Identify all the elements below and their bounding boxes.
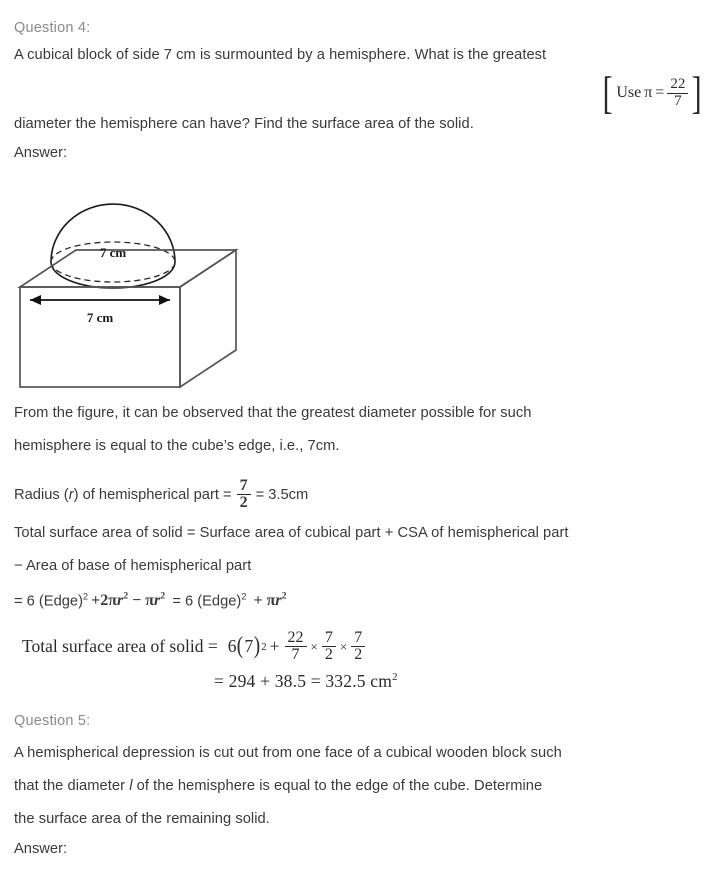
question-4-line-2: diameter the hemisphere can have? Find the surface area of the solid. [14, 116, 474, 132]
edge-pi-3: π [266, 592, 276, 610]
pi-symbol: π [644, 84, 653, 102]
question-5-heading: Question 5: [14, 713, 91, 729]
edge-minus: − [132, 592, 142, 610]
result-fraction-3 [351, 630, 365, 664]
question-5-answer-label: Answer: [14, 841, 68, 857]
cube-top-face [20, 250, 236, 287]
solution-line-2: hemisphere is equal to the cube’s edge, i.e., 7cm. [14, 438, 340, 454]
edge-math-3 [254, 592, 287, 609]
radius-line [14, 477, 309, 521]
figure-top-label: 7 cm [99, 245, 127, 260]
question-5-line-2 [14, 778, 542, 794]
result-fraction-2 [322, 630, 336, 664]
edge-pi-2: π [145, 592, 155, 610]
pi-numerator: 22 [670, 76, 686, 93]
edge-math-1 [91, 592, 165, 609]
pi-fraction [667, 77, 688, 109]
radius-numerator: 7 [239, 477, 248, 494]
edge-part-2: = 6 (Edge) [172, 593, 242, 610]
use-label: Use [616, 84, 642, 102]
dimension-arrow-head-right [159, 295, 170, 305]
edge-exp-2: 2 [160, 591, 166, 602]
edge-plus-3: + [253, 592, 263, 610]
edge-var-1: r [116, 592, 124, 610]
result-f3-num: 7 [354, 629, 363, 646]
result-label: Total surface area of solid = [22, 636, 218, 657]
radius-result: = 3.5cm [255, 487, 309, 503]
edge-pi-1: π [108, 592, 117, 610]
tsa-line-1: Total surface area of solid = Surface area of cubical part + CSA of hemispherical part [14, 525, 569, 541]
result-f3-den: 2 [351, 646, 365, 663]
question-5-line-1: A hemispherical depression is cut out from one face of a cubical wooden block such [14, 745, 562, 761]
radius-suffix: ) of hemispherical part = [73, 487, 232, 503]
result-plus: + [269, 636, 280, 657]
radius-prefix: Radius ( [14, 487, 69, 503]
left-bracket: [ [602, 67, 613, 118]
edge-plus-1: + [91, 592, 101, 610]
cube-hemisphere-svg [8, 170, 248, 395]
result-row-2 [214, 671, 398, 692]
edge-part-1: = 6 (Edge) [14, 593, 83, 610]
q5-line2-part-a: that the diameter [14, 778, 130, 794]
dimension-arrow-head-left [30, 295, 41, 305]
question-5-line-3: the surface area of the remaining solid. [14, 811, 270, 827]
edge-coef-1: 2 [100, 592, 109, 610]
radius-denominator: 2 [237, 494, 251, 511]
edge-formula-line [14, 591, 290, 610]
result-fraction-1 [285, 630, 307, 664]
edge-sup-1: 2 [83, 591, 89, 602]
edge-var-2: r [154, 592, 161, 610]
final-result-block [22, 630, 398, 692]
edge-var-3: r [275, 592, 282, 610]
result-times-2: × [339, 638, 348, 654]
result-f2-den: 2 [322, 646, 336, 663]
pi-note-inner [615, 77, 689, 109]
result-six: 6 [227, 636, 237, 657]
solution-line-1: From the figure, it can be observed that the greatest diameter possible for such [14, 405, 532, 421]
edge-sup-2: 2 [241, 591, 247, 602]
edge-exp-1: 2 [123, 591, 129, 602]
result-f2-num: 7 [324, 629, 333, 646]
result-seven: 7 [244, 636, 254, 657]
result-f1-num: 22 [287, 629, 304, 646]
equals-sign: = [655, 84, 665, 102]
result-left-paren: ( [237, 633, 244, 660]
question-4-line-1: A cubical block of side 7 cm is surmounted by a hemisphere. What is the greatest [14, 47, 547, 63]
question-4-answer-label: Answer: [14, 145, 68, 161]
cube-front-face [20, 287, 180, 387]
result-power: 2 [261, 640, 267, 653]
result-row-1 [22, 630, 398, 664]
edge-exp-3: 2 [281, 591, 287, 602]
figure-bottom-label: 7 cm [86, 310, 114, 325]
result-times-1: × [310, 638, 318, 654]
result-right-paren: ) [254, 633, 261, 660]
result-final-value: = 294 + 38.5 = 332.5 cm [214, 670, 393, 691]
q5-line2-part-b: of the hemisphere is equal to the edge of the cube. Determine [132, 778, 543, 794]
cube-hemisphere-figure [8, 170, 248, 395]
result-final-sup: 2 [392, 670, 398, 683]
question-4-heading: Question 4: [14, 20, 91, 36]
right-bracket: ] [692, 67, 702, 118]
result-f1-den: 7 [285, 646, 307, 663]
radius-fraction [237, 478, 251, 512]
radius-variable: r [68, 487, 74, 503]
q5-diameter-variable: l [129, 778, 133, 794]
pi-value-note [600, 67, 705, 118]
tsa-line-2: − Area of base of hemispherical part [14, 558, 252, 574]
pi-denominator: 7 [667, 93, 688, 109]
